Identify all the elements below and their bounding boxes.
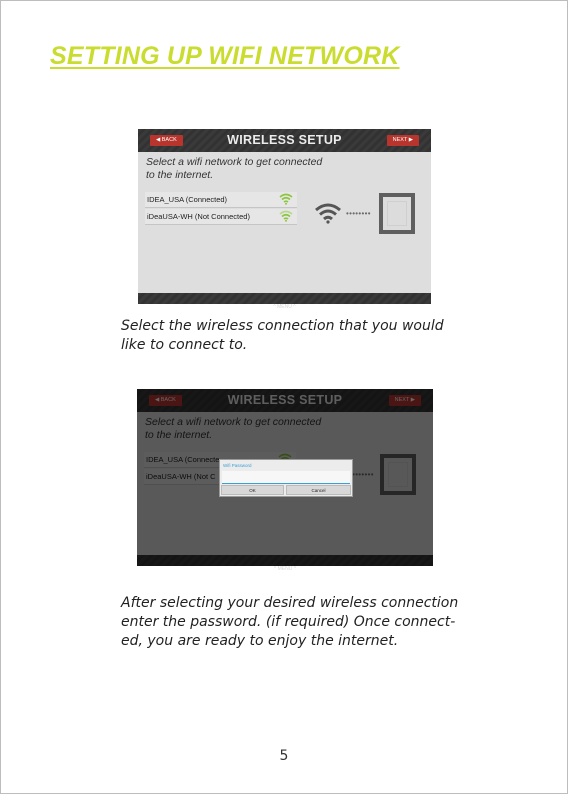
connection-dots: ••••••••: [346, 209, 371, 218]
password-input[interactable]: [222, 471, 350, 484]
screen-title: WIRELESS SETUP: [227, 133, 342, 147]
network-item[interactable]: [145, 209, 297, 225]
cancel-button[interactable]: Cancel: [286, 485, 351, 495]
step1-caption: [121, 317, 444, 355]
menu-button[interactable]: ^ MENU ^: [273, 304, 296, 310]
top-bar: [138, 129, 431, 152]
back-button[interactable]: ◀ BACK: [150, 135, 183, 146]
network-name: IDEA_USA (Connected): [147, 195, 228, 204]
page-title: SETTING UP WIFI NETWORK: [50, 42, 400, 70]
caption-line: ed, you are ready to enjoy the internet.: [121, 633, 399, 649]
password-dialog: [219, 459, 353, 497]
menu-button[interactable]: ^ MENU ^: [273, 566, 297, 572]
prompt-line: Select a wifi network to get connected: [146, 156, 323, 168]
caption-line: After selecting your desired wireless connection: [121, 595, 459, 611]
ok-button[interactable]: OK: [221, 485, 284, 495]
device-screen: [387, 201, 407, 226]
network-name: iDeaUSA-WH (Not Connected): [147, 212, 250, 221]
page-number: 5: [279, 748, 289, 764]
prompt-line: to the internet.: [146, 169, 214, 181]
next-button[interactable]: NEXT ▶: [387, 135, 419, 146]
wireless-setup-screenshot-1: [138, 129, 431, 310]
wifi-icon: [314, 202, 342, 224]
caption-line: Select the wireless connection that you would: [121, 318, 444, 334]
screen-prompt: [146, 156, 322, 182]
step2-caption: [121, 594, 458, 651]
caption-line: enter the password. (if required) Once connect-: [121, 614, 456, 630]
wifi-signal-icon: [279, 193, 293, 205]
wifi-signal-icon: [279, 210, 293, 222]
bottom-bar: [138, 293, 431, 310]
network-list: [145, 192, 297, 225]
password-field-label: Wifi Password: [223, 463, 252, 468]
caption-line: like to connect to.: [121, 337, 248, 353]
network-item[interactable]: [145, 192, 297, 208]
wireless-setup-screenshot-2: [137, 389, 433, 572]
device-icon: [379, 193, 415, 234]
